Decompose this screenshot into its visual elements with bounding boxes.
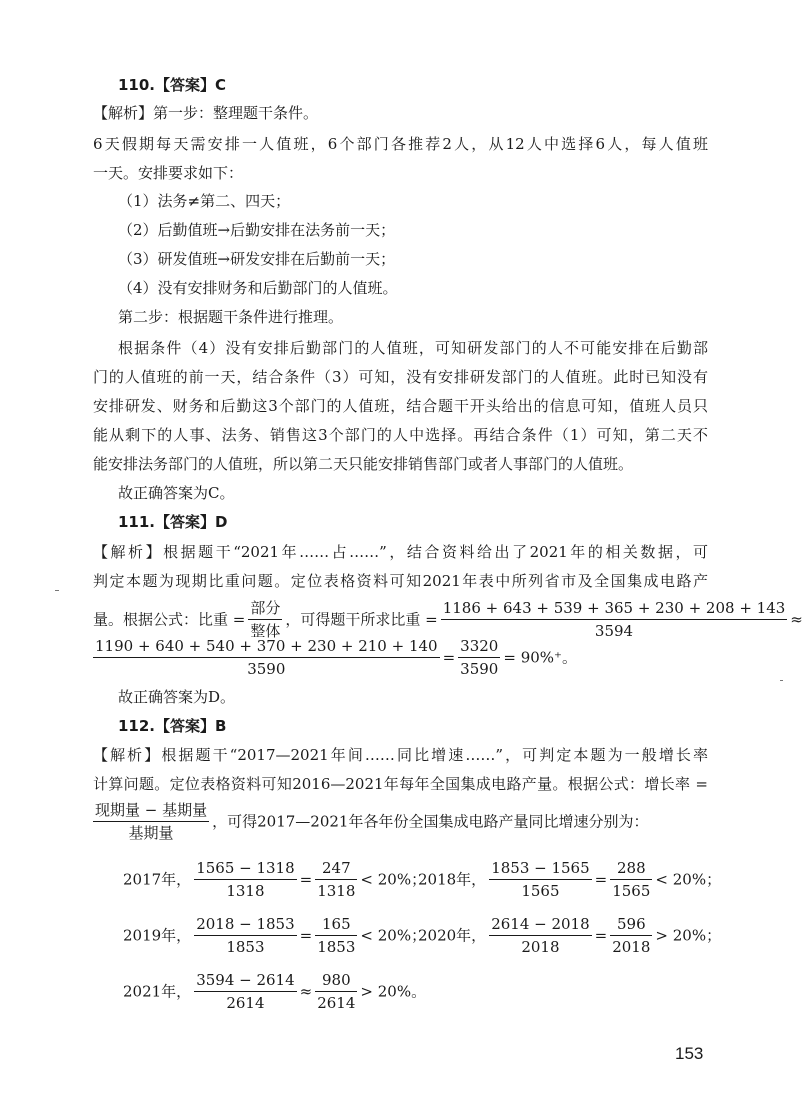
q111-fraction-sum — [458, 636, 500, 679]
q111-line-0: 【解析】根据题干“2021年……占……”，结合资料给出了2021年的相关数据，可 — [93, 543, 708, 561]
q111-conclusion: 故正确答案为D。 — [118, 688, 236, 706]
scan-mark — [55, 590, 59, 591]
q111-answer: 111.【答案】D — [118, 513, 228, 531]
q111-approx-num: 1190 + 640 + 540 + 370 + 230 + 210 + 140 — [93, 636, 440, 658]
q110-answer: 110.【答案】C — [118, 76, 227, 94]
growth-fraction — [194, 970, 296, 1013]
q111-approx-row — [93, 636, 577, 679]
growth-den: 基期量 — [128, 824, 174, 842]
q110-line-6: （4）没有安排财务和后勤部门的人值班。 — [118, 279, 398, 297]
fraction-den: 1565 — [612, 882, 651, 900]
q111-sum-den: 3590 — [460, 660, 499, 678]
q110-line-8: 根据条件（4）没有安排后勤部门的人值班，可知研发部门的人不可能安排在后勤部 — [118, 339, 708, 357]
fraction-den: 1318 — [226, 882, 265, 900]
year-2019 — [123, 914, 426, 957]
proportion-num: 部分 — [248, 598, 282, 620]
fraction-num: 3594 − 2614 — [194, 970, 296, 992]
fraction-num: 165 — [315, 914, 357, 936]
fraction-num: 247 — [315, 858, 357, 880]
fraction-den: 2018 — [521, 938, 560, 956]
equals-sign: = — [594, 926, 608, 945]
q111-exact-num: 1186 + 643 + 539 + 365 + 230 + 208 + 143 — [441, 598, 788, 620]
equals-sign: = — [299, 870, 313, 889]
year-label: 2020年， — [418, 926, 487, 945]
fraction-num: 1565 − 1318 — [194, 858, 296, 880]
q111-line-1: 判定本题为现期比重问题。定位表格资料可知2021年表中所列省市及全国集成电路产 — [93, 572, 708, 590]
year-2018 — [418, 858, 721, 901]
q110-line-11: 能从剩下的人事、法务、销售这3个部门的人中选择。再结合条件（1）可知，第二天不 — [93, 426, 708, 444]
year-label: 2021年， — [123, 982, 192, 1001]
q112-answer: 112.【答案】B — [118, 717, 227, 735]
growth-fraction — [489, 858, 591, 901]
comparison: > 20%； — [655, 926, 722, 945]
growth-fraction — [489, 914, 591, 957]
fraction-den: 1318 — [317, 882, 356, 900]
q112-line-1: 计算问题。定位表格资料可知2016—2021年每年全国集成电路产量。根据公式：增长率 = — [93, 775, 708, 793]
comparison: > 20%。 — [360, 982, 427, 1001]
result-fraction — [315, 970, 357, 1013]
approx-sign: ≈ — [299, 982, 313, 1001]
growth-num: 现期量 − 基期量 — [93, 800, 209, 822]
fraction-num: 2018 − 1853 — [194, 914, 296, 936]
q111-approx-den: 3590 — [247, 660, 286, 678]
year-label: 2017年， — [123, 870, 192, 889]
scan-mark — [780, 680, 783, 681]
fraction-den: 2018 — [612, 938, 651, 956]
result-fraction — [315, 914, 357, 957]
comparison: < 20%； — [655, 870, 722, 889]
year-2017 — [123, 858, 426, 901]
comparison: < 20%； — [360, 870, 427, 889]
comparison: < 20%； — [360, 926, 427, 945]
year-2020 — [418, 914, 721, 957]
fraction-num: 2614 − 2018 — [489, 914, 591, 936]
q111-result: = 90%⁺。 — [503, 648, 577, 667]
q110-line-12: 能安排法务部门的人值班，所以第二天只能安排销售部门或者人事部门的人值班。 — [93, 455, 634, 473]
page-number: 153 — [675, 1044, 704, 1063]
proportion-den: 整体 — [250, 622, 281, 640]
equals-sign: = — [299, 926, 313, 945]
q110-line-10: 安排研发、财务和后勤这3个部门的人值班，结合题干开头给出的信息可知，值班人员只 — [93, 397, 708, 415]
q110-line-5: （3）研发值班→研发安排在后勤前一天； — [118, 250, 396, 268]
q110-line-3: （1）法务≠第二、四天； — [118, 192, 291, 210]
q110-line-0: 【解析】第一步：整理题干条件。 — [93, 104, 319, 122]
growth-rate-fraction — [93, 800, 209, 843]
growth-text: ，可得2017—2021年各年份全国集成电路产量同比增速分别为： — [212, 812, 649, 831]
fraction-den: 2614 — [226, 994, 265, 1012]
fraction-num: 1853 − 1565 — [489, 858, 591, 880]
q110-conclusion: 故正确答案为C。 — [118, 484, 235, 502]
q111-formula-prefix: 量。根据公式：比重 = — [93, 610, 246, 629]
q111-fraction-exact — [441, 598, 788, 641]
result-fraction — [610, 914, 652, 957]
q110-line-9: 门的人值班的前一天，结合条件（3）可知，没有安排研发部门的人值班。此时已知没有 — [93, 368, 708, 386]
year-label: 2019年， — [123, 926, 192, 945]
fraction-num: 980 — [315, 970, 357, 992]
growth-fraction — [194, 914, 296, 957]
fraction-den: 2614 — [317, 994, 356, 1012]
fraction-den: 1853 — [317, 938, 356, 956]
q110-line-1: 6天假期每天需安排一人值班，6个部门各推荐2人，从12人中选择6人，每人值班 — [93, 135, 708, 153]
q110-line-4: （2）后勤值班→后勤安排在法务前一天； — [118, 221, 396, 239]
equals-sign: = — [442, 648, 456, 667]
q110-line-7: 第二步：根据题干条件进行推理。 — [118, 308, 344, 326]
year-2021 — [123, 970, 426, 1013]
proportion-fraction — [248, 598, 282, 641]
q111-sum-num: 3320 — [458, 636, 500, 658]
q110-line-2: 一天。安排要求如下： — [93, 164, 244, 182]
q111-formula-mid: ，可得题干所求比重 = — [285, 610, 438, 629]
q111-fraction-approx — [93, 636, 440, 679]
fraction-den: 1853 — [226, 938, 265, 956]
result-fraction — [315, 858, 357, 901]
fraction-num: 596 — [610, 914, 652, 936]
equals-sign: = — [594, 870, 608, 889]
fraction-num: 288 — [610, 858, 652, 880]
q112-line-0: 【解析】根据题干“2017—2021年间……同比增速……”，可判定本题为一般增长率 — [93, 746, 708, 764]
year-label: 2018年， — [418, 870, 487, 889]
q111-exact-den: 3594 — [594, 622, 634, 640]
growth-fraction — [194, 858, 296, 901]
approx-sign: ≈ — [790, 610, 803, 629]
growth-formula-row — [93, 800, 648, 843]
result-fraction — [610, 858, 652, 901]
fraction-den: 1565 — [521, 882, 560, 900]
q111-formula-row — [93, 598, 803, 641]
